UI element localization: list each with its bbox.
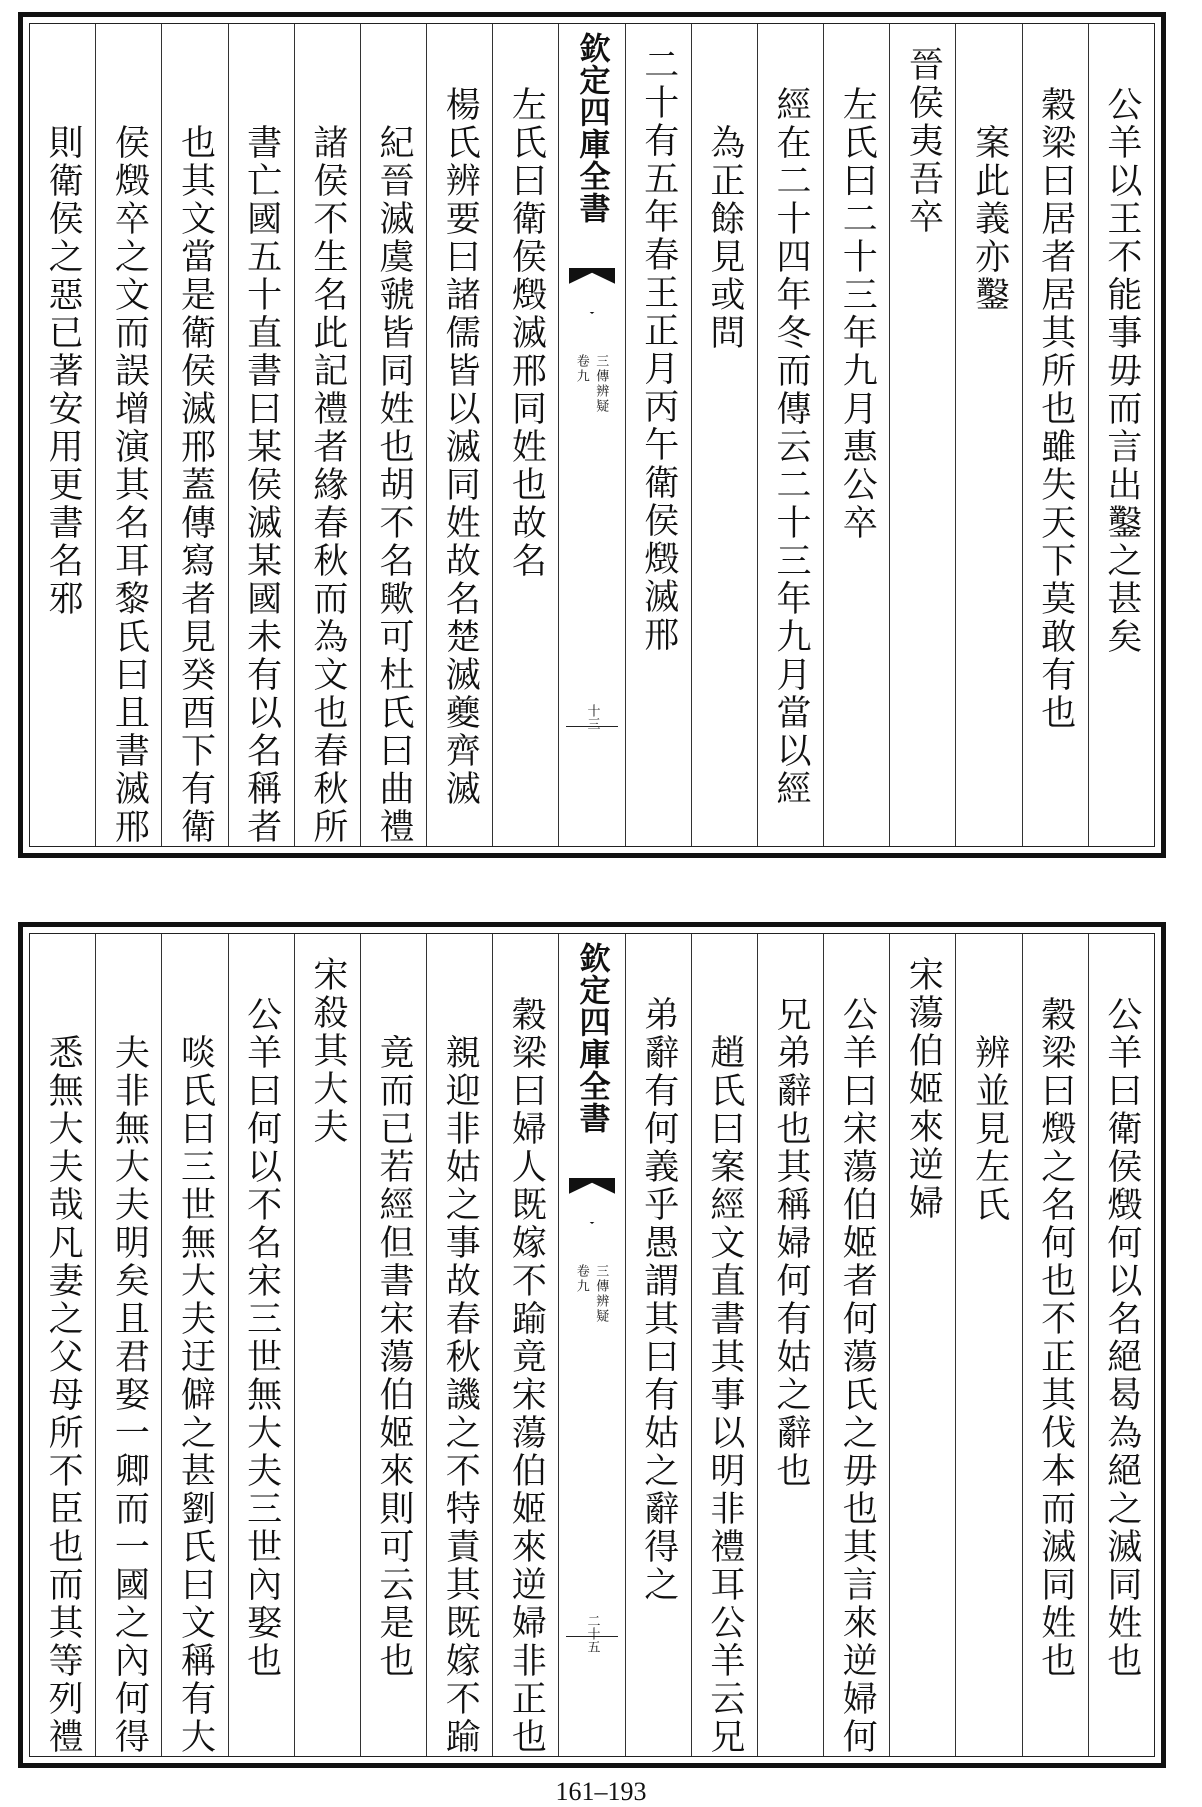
text-column <box>161 934 227 1756</box>
column-text: 公羊曰宋蕩伯姬者何蕩氏之毋也其言來逆婦何 <box>837 996 878 1756</box>
column-text: 穀梁曰居者居其所也雖失天下莫敢有也 <box>1035 86 1076 732</box>
volume-title: 三傳辨疑 <box>593 1264 609 1324</box>
text-column <box>228 934 294 1756</box>
text-column <box>955 934 1021 1756</box>
column-text: 親迎非姑之事故春秋譏之不特責其既嫁不踰 <box>440 1034 481 1756</box>
text-column <box>625 934 691 1756</box>
text-column <box>889 934 955 1756</box>
column-text: 紀晉滅虞虢皆同姓也胡不名歟可杜氏曰曲禮 <box>374 124 415 846</box>
text-column <box>426 934 492 1756</box>
text-column <box>95 934 161 1756</box>
text-column <box>360 934 426 1756</box>
column-text: 宋殺其大夫 <box>307 956 348 1146</box>
text-column <box>492 934 558 1756</box>
leaf-number: 十三 <box>584 704 600 730</box>
page-panel-top <box>18 12 1166 858</box>
column-container <box>30 934 1154 1756</box>
column-text: 為正餘見或問 <box>704 124 745 352</box>
column-text: 晉侯夷吾卒 <box>903 46 944 236</box>
text-column <box>228 24 294 846</box>
column-text: 書亡國五十直書曰某侯滅某國未有以名稱者 <box>241 124 282 846</box>
column-text: 竟而已若經但書宋蕩伯姬來則可云是也 <box>374 1034 415 1680</box>
text-column <box>1022 24 1088 846</box>
column-container <box>30 24 1154 846</box>
column-text: 公羊曰衛侯燬何以名絕曷為絕之滅同姓也 <box>1101 996 1142 1680</box>
column-text: 弟辭有何義乎愚謂其曰有姑之辭得之 <box>638 996 679 1604</box>
column-text: 諸侯不生名此記禮者緣春秋而為文也春秋所 <box>307 124 348 846</box>
text-column <box>691 934 757 1756</box>
center-fold-column <box>558 934 624 1756</box>
text-column <box>691 24 757 846</box>
text-column <box>30 24 95 846</box>
column-text: 兄弟辭也其稱婦何有姑之辭也 <box>771 996 812 1490</box>
book-title: 欽定四庫全書 <box>573 32 610 224</box>
text-column <box>360 24 426 846</box>
fishtail-mark-lower <box>569 1204 616 1224</box>
chapter-label: 卷九 <box>573 354 589 384</box>
text-column <box>625 24 691 846</box>
volume-title: 三傳辨疑 <box>593 354 609 414</box>
column-text: 公羊以王不能事毋而言出鑿之甚矣 <box>1101 86 1142 656</box>
text-column <box>1088 24 1154 846</box>
page-frame <box>29 23 1155 847</box>
book-title: 欽定四庫全書 <box>573 942 610 1134</box>
column-text: 公羊曰何以不名宋三世無大夫三世內娶也 <box>241 996 282 1680</box>
text-column <box>889 24 955 846</box>
column-text: 楊氏辨要曰諸儒皆以滅同姓故名楚滅夔齊滅 <box>440 86 481 808</box>
column-text: 侯燬卒之文而誤增演其名耳黎氏曰且書滅邢 <box>109 124 150 846</box>
text-column <box>30 934 95 1756</box>
fishtail-mark-lower <box>569 294 616 314</box>
column-text: 二十有五年春王正月丙午衛侯燬滅邢 <box>638 46 679 654</box>
page-frame <box>29 933 1155 1757</box>
text-column <box>95 24 161 846</box>
text-column <box>955 24 1021 846</box>
column-text: 啖氏曰三世無大夫迂僻之甚劉氏曰文稱有大 <box>175 1034 216 1756</box>
text-column <box>823 934 889 1756</box>
text-column <box>1088 934 1154 1756</box>
column-text: 也其文當是衛侯滅邢蓋傳寫者見癸酉下有衛 <box>175 124 216 846</box>
column-text: 宋蕩伯姬來逆婦 <box>903 956 944 1222</box>
column-text: 則衛侯之惡已著安用更書名邪 <box>43 124 84 618</box>
text-column <box>823 24 889 846</box>
text-column <box>161 24 227 846</box>
text-column <box>757 24 823 846</box>
column-text: 左氏曰二十三年九月惠公卒 <box>837 86 878 542</box>
column-text: 案此義亦鑿 <box>969 124 1010 314</box>
column-text: 經在二十四年冬而傳云二十三年九月當以經 <box>771 86 812 808</box>
leaf-number: 二十五 <box>584 1614 600 1653</box>
column-text: 左氏曰衛侯燬滅邢同姓也故名 <box>506 86 547 580</box>
column-text: 穀梁曰燬之名何也不正其伐本而滅同姓也 <box>1035 996 1076 1680</box>
page-panel-bottom <box>18 922 1166 1768</box>
text-column <box>426 24 492 846</box>
text-column <box>492 24 558 846</box>
text-column <box>294 24 360 846</box>
center-fold-column <box>558 24 624 846</box>
text-column <box>294 934 360 1756</box>
chapter-label: 卷九 <box>573 1264 589 1294</box>
column-text: 辨並見左氏 <box>969 1034 1010 1224</box>
fishtail-mark <box>569 1178 616 1194</box>
fishtail-mark <box>569 268 616 284</box>
page-number-footer: 161–193 <box>555 1777 647 1806</box>
text-column <box>757 934 823 1756</box>
column-text: 趙氏曰案經文直書其事以明非禮耳公羊云兄 <box>704 1034 745 1756</box>
column-text: 穀梁曰婦人既嫁不踰竟宋蕩伯姬來逆婦非正也 <box>506 996 547 1756</box>
column-text: 悉無大夫哉凡妻之父母所不臣也而其等列禮 <box>43 1034 84 1756</box>
column-text: 夫非無大夫明矣且君娶一卿而一國之內何得 <box>109 1034 150 1756</box>
text-column <box>1022 934 1088 1756</box>
